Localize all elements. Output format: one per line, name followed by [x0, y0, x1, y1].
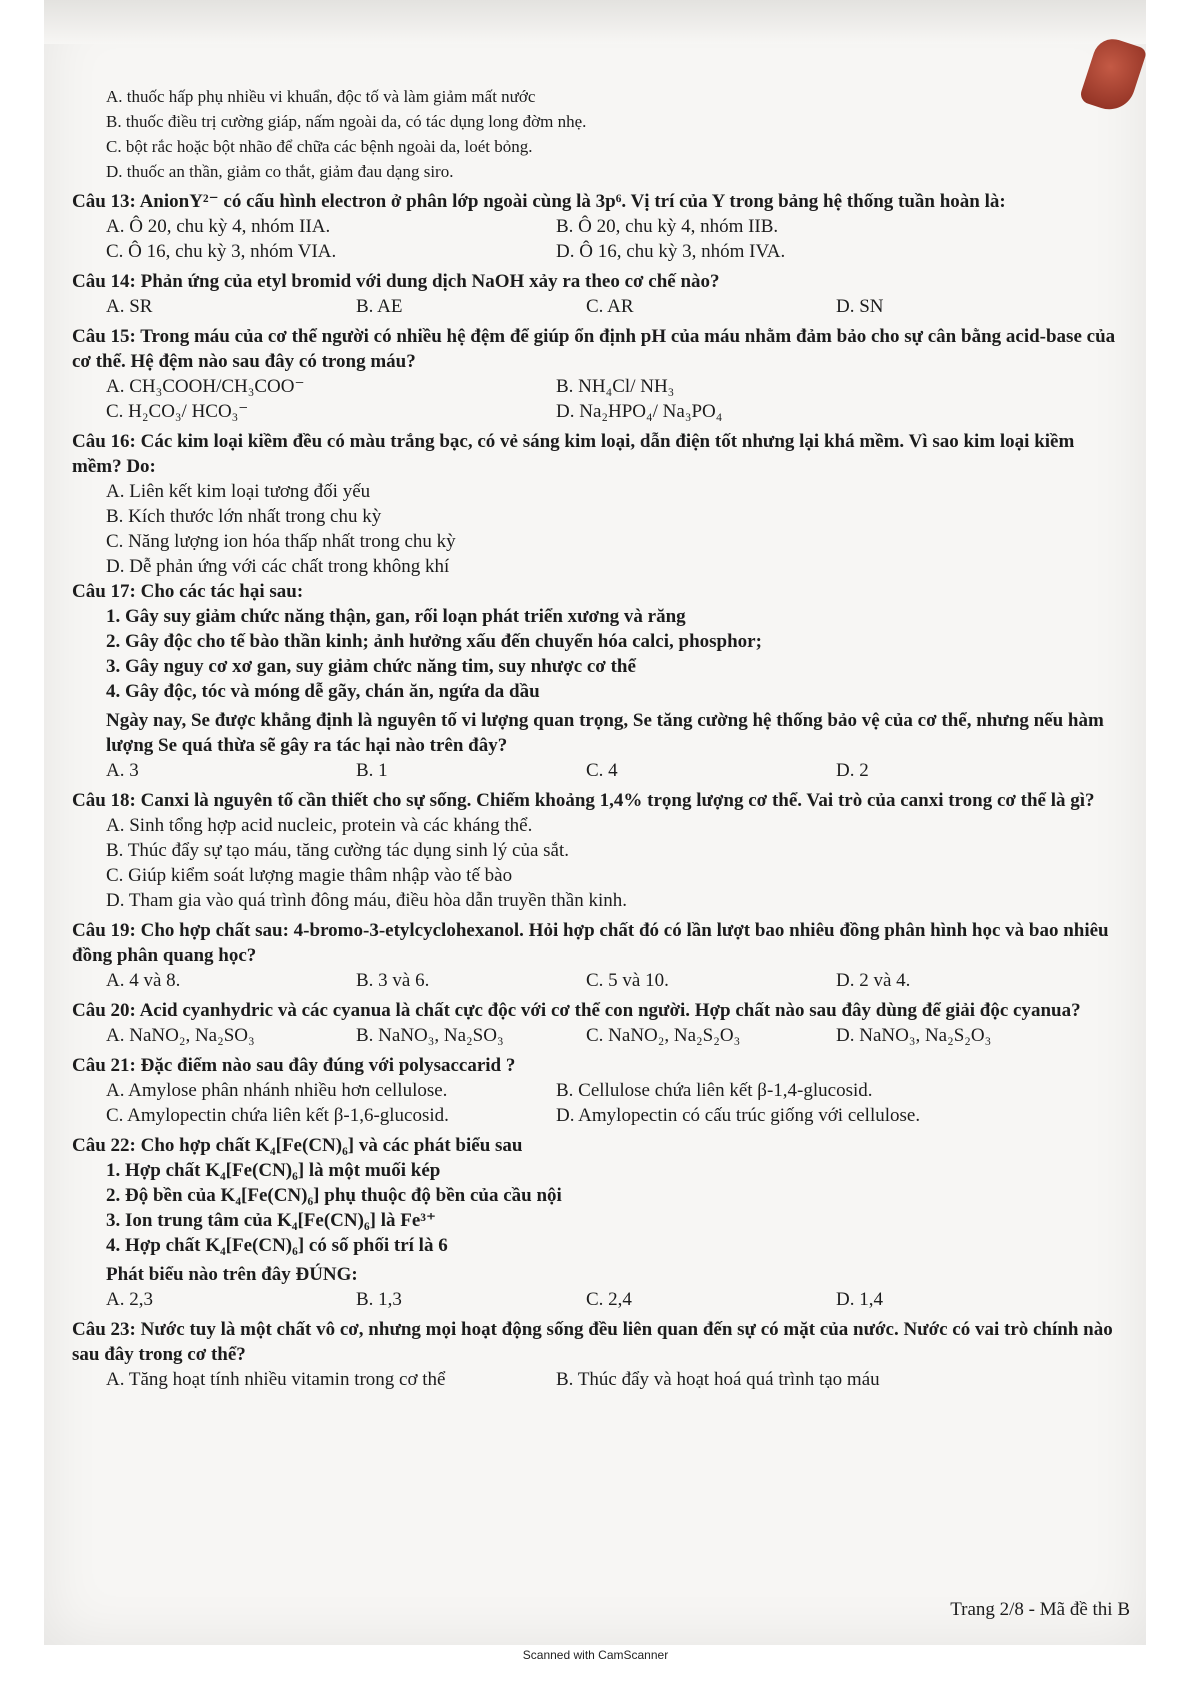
question-19 [72, 918, 1122, 993]
question-number: Câu 23: [72, 1319, 136, 1340]
question-15 [72, 324, 1122, 424]
option-b: B. 3 và 6. [356, 970, 430, 991]
question-number: Câu 18: [72, 790, 136, 811]
exam-page [44, 0, 1146, 1645]
option-d: D. Dễ phản ứng với các chất trong không khí [106, 556, 450, 577]
question-number: Câu 15: [72, 326, 136, 347]
option-d: D. Na₂HPO₄/ Na₃PO₄ [556, 401, 723, 422]
option-d: D. 2 [836, 760, 869, 781]
option-a: A. Ô 20, chu kỳ 4, nhóm IIA. [106, 216, 331, 237]
question-number: Câu 21: [72, 1055, 136, 1076]
question-stem: Các kim loại kiềm đều có màu trắng bạc, có vẻ sáng kim loại, dẫn điện tốt nhưng lại khá mềm. Vì sao kim loại kiềm mềm? Do: [72, 431, 1075, 477]
option-b: B. Kích thước lớn nhất trong chu kỳ [106, 506, 382, 527]
option-b: B. AE [356, 296, 403, 317]
question-stem: Trong máu của cơ thể người có nhiều hệ đệm để giúp ổn định pH của máu nhằm đảm bảo cho sự cân bằng acid-base của cơ thể. Hệ đệm nào sau đây có trong máu? [72, 326, 1116, 372]
option-a: A. 3 [106, 760, 139, 781]
option-a: A. Liên kết kim loại tương đối yếu [106, 481, 371, 502]
option-c: C. AR [586, 296, 634, 317]
question-13 [72, 189, 1122, 264]
option-a: A. NaNO₂, Na₂SO₃ [106, 1025, 255, 1046]
option-b: B. Thúc đẩy và hoạt hoá quá trình tạo máu [556, 1369, 880, 1390]
option-b: B. Cellulose chứa liên kết β-1,4-glucosid. [556, 1080, 873, 1101]
option: A. thuốc hấp phụ nhiều vi khuẩn, độc tố và làm giảm mất nước [106, 87, 536, 106]
option-d: D. SN [836, 296, 884, 317]
option-b: B. 1,3 [356, 1289, 402, 1310]
option-a: A. SR [106, 296, 153, 317]
question-stem: Phản ứng của etyl bromid với dung dịch NaOH xảy ra theo cơ chế nào? [140, 271, 720, 292]
question-number: Câu 14: [72, 271, 136, 292]
option-a: A. Sinh tổng hợp acid nucleic, protein và các kháng thể. [106, 815, 533, 836]
question-number: Câu 22: [72, 1135, 136, 1156]
question-16 [72, 429, 1122, 579]
option-c: C. 2,4 [586, 1289, 632, 1310]
question-number: Câu 13: [72, 191, 136, 212]
option-b: B. NaNO₃, Na₂SO₃ [356, 1025, 504, 1046]
option-a: A. Tăng hoạt tính nhiều vitamin trong cơ thể [106, 1369, 446, 1390]
option-c: C. NaNO₂, Na₂S₂O₃ [586, 1025, 741, 1046]
question-stem: Cho các tác hại sau: [140, 581, 304, 602]
option-d: D. 1,4 [836, 1289, 883, 1310]
question-number: Câu 19: [72, 920, 136, 941]
option-b: B. NH₄Cl/ NH₃ [556, 376, 675, 397]
question-number: Câu 17: [72, 581, 136, 602]
option-a: A. 4 và 8. [106, 970, 181, 991]
option-b: B. Thúc đẩy sự tạo máu, tăng cường tác dụng sinh lý của sắt. [106, 840, 569, 861]
option-d: D. Amylopectin có cấu trúc giống với cellulose. [556, 1105, 921, 1126]
question-stem: Canxi là nguyên tố cần thiết cho sự sống. Chiếm khoảng 1,4% trọng lượng cơ thể. Vai trò của canxi trong cơ thể là gì? [140, 790, 1095, 811]
option-c: C. 5 và 10. [586, 970, 669, 991]
list-item: 1. Gây suy giảm chức năng thận, gan, rối loạn phát triển xương và răng [106, 606, 686, 627]
scanner-watermark: Scanned with CamScanner [522, 1648, 669, 1662]
option-d: D. NaNO₃, Na₂S₂O₃ [836, 1025, 992, 1046]
option: C. bột rắc hoặc bột nhão để chữa các bệnh ngoài da, loét bỏng. [106, 137, 533, 156]
option-b: B. 1 [356, 760, 388, 781]
option-d: D. Tham gia vào quá trình đông máu, điều hòa dẫn truyền thần kinh. [106, 890, 627, 911]
list-item: 4. Hợp chất K₄[Fe(CN)₆] có số phối trí là 6 [106, 1235, 448, 1256]
question-23 [72, 1317, 1122, 1392]
list-item: 2. Độ bền của K₄[Fe(CN)₆] phụ thuộc độ bền của cầu nội [106, 1185, 562, 1206]
question-17 [72, 579, 1122, 783]
option-c: C. Năng lượng ion hóa thấp nhất trong chu kỳ [106, 531, 456, 552]
option: B. thuốc điều trị cường giáp, nấm ngoài da, có tác dụng long đờm nhẹ. [106, 112, 587, 131]
question-prompt: Ngày nay, Se được khẳng định là nguyên tố vi lượng quan trọng, Se tăng cường hệ thống bảo vệ của cơ thể, nhưng nếu hàm lượng Se quá thừa sẽ gây ra tác hại nào trên đây? [106, 710, 1104, 756]
option-c: C. 4 [586, 760, 618, 781]
option-c: C. Amylopectin chứa liên kết β-1,6-glucosid. [106, 1105, 449, 1126]
option: D. thuốc an thần, giảm co thắt, giảm đau dạng siro. [106, 162, 454, 181]
option-d: D. Ô 16, chu kỳ 3, nhóm IVA. [556, 241, 786, 262]
option-b: B. Ô 20, chu kỳ 4, nhóm IIB. [556, 216, 779, 237]
exam-content [72, 84, 1122, 1392]
question-20 [72, 998, 1122, 1048]
question-prompt: Phát biểu nào trên đây ĐÚNG: [106, 1264, 358, 1285]
option-a: A. CH₃COOH/CH₃COO⁻ [106, 376, 305, 397]
list-item: 3. Ion trung tâm của K₄[Fe(CN)₆] là Fe³⁺ [106, 1210, 437, 1231]
question-number: Câu 20: [72, 1000, 136, 1021]
option-c: C. Giúp kiểm soát lượng magie thâm nhập vào tế bào [106, 865, 513, 886]
option-c: C. H₂CO₃/ HCO₃⁻ [106, 401, 249, 422]
question-stem: Cho hợp chất K₄[Fe(CN)₆] và các phát biểu sau [140, 1135, 523, 1156]
list-item: 3. Gây nguy cơ xơ gan, suy giảm chức năng tim, suy nhược cơ thể [106, 656, 636, 677]
page-fold-shadow [44, 0, 1146, 44]
option-d: D. 2 và 4. [836, 970, 911, 991]
list-item: 2. Gây độc cho tế bào thần kinh; ảnh hưởng xấu đến chuyển hóa calci, phosphor; [106, 631, 762, 652]
question-number: Câu 16: [72, 431, 136, 452]
option-c: C. Ô 16, chu kỳ 3, nhóm VIA. [106, 241, 337, 262]
option-a: A. 2,3 [106, 1289, 153, 1310]
question-18 [72, 788, 1122, 913]
question-stem: AnionY²⁻ có cấu hình electron ở phân lớp ngoài cùng là 3p⁶. Vị trí của Y trong bảng hệ thống tuần hoàn là: [139, 191, 1006, 212]
question-stem: Đặc điểm nào sau đây đúng với polysaccarid ? [140, 1055, 516, 1076]
list-item: 4. Gây độc, tóc và móng dễ gãy, chán ăn, ngứa da dầu [106, 681, 540, 702]
page-footer: Trang 2/8 - Mã đề thi B [950, 1599, 1130, 1620]
question-21 [72, 1053, 1122, 1128]
question-stem: Acid cyanhydric và các cyanua là chất cực độc với cơ thể con người. Hợp chất nào sau đây dùng để giải độc cyanua? [139, 1000, 1081, 1021]
q12-options [72, 84, 1122, 184]
question-14 [72, 269, 1122, 319]
list-item: 1. Hợp chất K₄[Fe(CN)₆] là một muối kép [106, 1160, 441, 1181]
option-a: A. Amylose phân nhánh nhiều hơn cellulose. [106, 1080, 448, 1101]
question-stem: Cho hợp chất sau: 4-bromo-3-etylcyclohexanol. Hỏi hợp chất đó có lần lượt bao nhiêu đồng phân hình học và bao nhiêu đồng phân quang học? [72, 920, 1109, 966]
question-stem: Nước tuy là một chất vô cơ, nhưng mọi hoạt động sống đều liên quan đến sự có mặt của nước. Nước có vai trò chính nào sau đây trong cơ thể? [72, 1319, 1113, 1365]
question-22 [72, 1133, 1122, 1312]
